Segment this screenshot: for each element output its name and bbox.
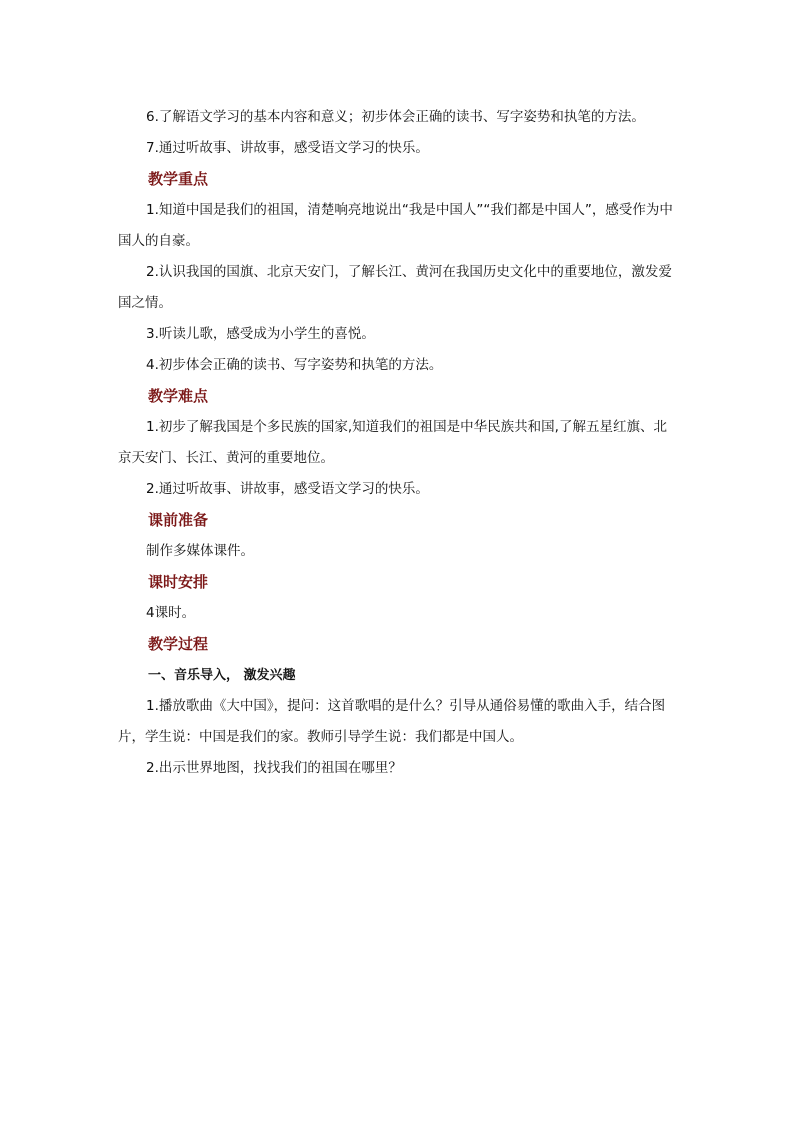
difficulties-heading: 教学难点: [148, 387, 209, 405]
difficulty-1: 1.初步了解我国是个多民族的国家,知道我们的祖国是中华民族共和国,了解五星红旗、北京天安门、长江、黄河的重要地位。: [118, 419, 667, 466]
schedule-heading: 课时安排: [148, 573, 209, 591]
difficulty-2: 2.通过听故事、讲故事，感受语文学习的快乐。: [146, 481, 429, 497]
schedule-text: 4课时。: [146, 605, 196, 621]
intro-item-7: 7.通过听故事、讲故事，感受语文学习的快乐。: [146, 140, 429, 156]
key-points-heading: 教学重点: [148, 170, 209, 188]
intro-item-6: 6.了解语文学习的基本内容和意义；初步体会正确的读书、写字姿势和执笔的方法。: [146, 109, 645, 125]
process-item-2: 2.出示世界地图，找找我们的祖国在哪里？: [146, 760, 402, 776]
document-body: [118, 102, 678, 784]
key-point-3: 3.听读儿歌，感受成为小学生的喜悦。: [146, 326, 375, 342]
preparation-text: 制作多媒体课件。: [146, 543, 254, 559]
key-point-1: 1.知道中国是我们的祖国，清楚响亮地说出“我是中国人”“我们都是中国人”，感受作为中国人的自豪。: [118, 202, 673, 249]
key-point-4: 4.初步体会正确的读书、写字姿势和执笔的方法。: [146, 357, 443, 373]
process-section-title: 一、音乐导入， 激发兴趣: [148, 668, 296, 683]
process-item-1: 1.播放歌曲《大中国》，提问：这首歌唱的是什么？引导从通俗易懂的歌曲入手，结合图片，学生说：中国是我们的家。教师引导学生说：我们都是中国人。: [118, 698, 666, 745]
preparation-heading: 课前准备: [148, 511, 209, 529]
key-point-2: 2.认识我国的国旗、北京天安门，了解长江、黄河在我国历史文化中的重要地位，激发爱国之情。: [118, 264, 672, 311]
process-heading: 教学过程: [148, 635, 209, 653]
